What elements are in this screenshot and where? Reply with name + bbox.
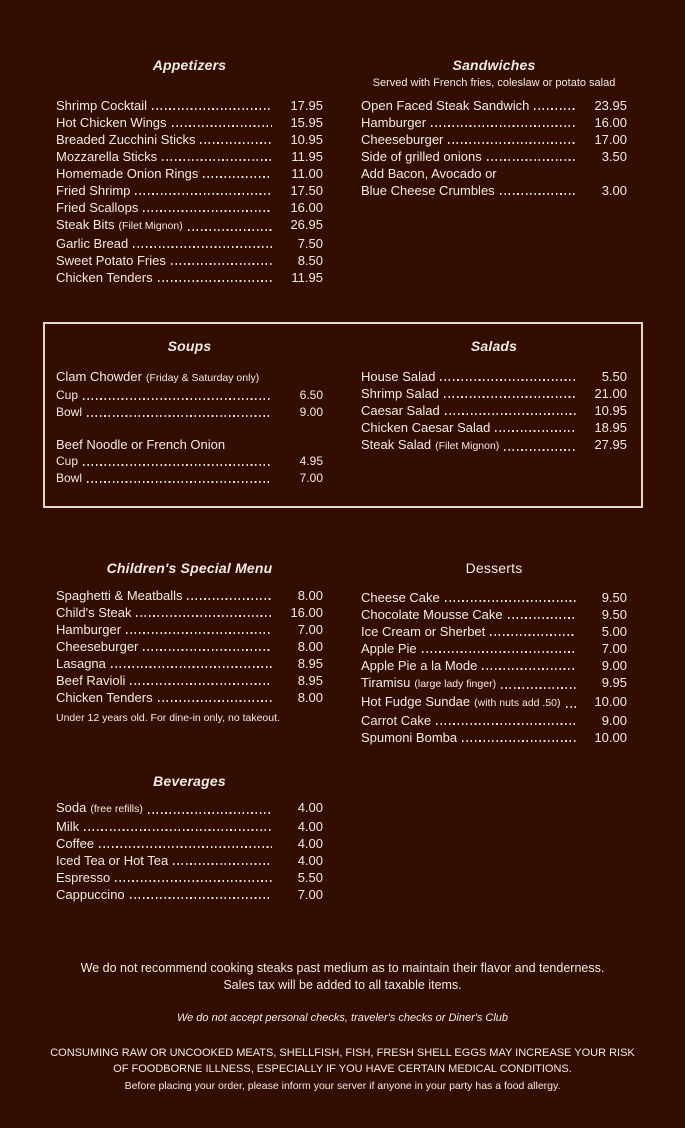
item-name: Breaded Zucchini Sticks xyxy=(56,132,196,147)
menu-item-row xyxy=(56,182,323,199)
item-price: 8.00 xyxy=(297,639,323,654)
dot-leader xyxy=(148,812,272,814)
item-name: Cup xyxy=(56,388,79,402)
dot-leader xyxy=(203,176,272,178)
dot-leader xyxy=(83,398,272,400)
menu-item-row xyxy=(361,674,627,693)
menu-item-row xyxy=(56,165,323,182)
item-name: Chicken Tenders xyxy=(56,270,153,285)
section-desserts xyxy=(361,560,627,746)
menu-item-row xyxy=(56,604,323,621)
item-price: 16.00 xyxy=(594,115,627,130)
item-name: Fried Scallops xyxy=(56,200,139,215)
menu-item-row xyxy=(361,712,627,729)
item-name: Shrimp Cocktail xyxy=(56,98,148,113)
menu-item-row xyxy=(56,886,323,903)
section-title-beverages: Beverages xyxy=(153,773,226,789)
dot-leader xyxy=(162,159,272,161)
menu-item-row xyxy=(56,869,323,886)
item-price: 23.95 xyxy=(594,98,627,113)
item-name: House Salad xyxy=(361,369,436,384)
menu-item-row xyxy=(56,655,323,672)
dot-leader xyxy=(445,413,576,415)
menu-item-row xyxy=(361,623,627,640)
item-name: Hamburger xyxy=(361,115,427,130)
menu-item-row xyxy=(361,589,627,606)
dot-leader xyxy=(84,829,272,831)
dot-leader xyxy=(115,880,272,882)
dot-leader xyxy=(487,159,576,161)
item-name: Cheese Cake xyxy=(361,590,440,605)
group-note: (Friday & Saturday only) xyxy=(145,372,260,384)
item-price: 8.00 xyxy=(297,690,323,705)
dot-leader xyxy=(126,632,272,634)
item-name: Cheeseburger xyxy=(56,639,139,654)
item-price: 9.00 xyxy=(299,405,323,419)
section-salads xyxy=(361,338,627,487)
dot-leader xyxy=(143,649,272,651)
item-price: 4.00 xyxy=(297,853,323,868)
item-name: Apple Pie a la Mode xyxy=(361,658,478,673)
section-children xyxy=(56,560,323,746)
section-sandwiches xyxy=(361,57,627,286)
item-name: Chicken Tenders xyxy=(56,690,153,705)
dot-leader xyxy=(501,687,576,689)
item-price: 3.00 xyxy=(601,183,627,198)
item-price: 5.00 xyxy=(601,624,627,639)
menu-item-row xyxy=(361,419,627,436)
dot-leader xyxy=(133,246,272,248)
dot-leader xyxy=(490,634,576,636)
steak-notice-line1: We do not recommend cooking steaks past medium as to maintain their flavor and tenderness. xyxy=(80,961,605,975)
menu-item-row xyxy=(56,587,323,604)
item-price: 7.00 xyxy=(297,887,323,902)
item-price: 8.50 xyxy=(297,253,323,268)
dot-leader xyxy=(87,481,272,483)
dot-leader xyxy=(111,666,272,668)
item-name: Lasagna xyxy=(56,656,106,671)
item-price: 8.00 xyxy=(297,588,323,603)
middle-sections xyxy=(0,560,685,746)
soup-group-heading xyxy=(56,368,323,387)
item-price: 9.50 xyxy=(601,607,627,622)
item-name: Coffee xyxy=(56,836,95,851)
dot-leader xyxy=(444,396,576,398)
item-price: 8.95 xyxy=(297,673,323,688)
dot-leader xyxy=(566,706,576,708)
menu-item-row xyxy=(361,693,627,712)
item-price: 5.50 xyxy=(297,870,323,885)
item-price: 26.95 xyxy=(290,217,323,232)
dot-leader xyxy=(152,108,272,110)
item-price: 9.95 xyxy=(601,675,627,690)
dot-leader xyxy=(431,125,576,127)
item-name: Chicken Caesar Salad xyxy=(361,420,491,435)
item-name: Bowl xyxy=(56,405,83,419)
item-price: 10.00 xyxy=(594,730,627,745)
sandwiches-subtitle: Served with French fries, coleslaw or potato salad xyxy=(372,77,616,89)
menu-item-row xyxy=(56,252,323,269)
children-footnote: Under 12 years old. For dine-in only, no takeout. xyxy=(56,712,280,724)
children-items xyxy=(56,587,323,706)
dot-leader xyxy=(158,280,272,282)
dot-leader xyxy=(200,142,272,144)
group-name: Beef Noodle or French Onion xyxy=(56,437,226,452)
menu-item-row xyxy=(56,835,323,852)
menu-item-row xyxy=(361,606,627,623)
menu-item-row xyxy=(56,387,323,404)
desserts-items xyxy=(361,589,627,746)
menu-item-row xyxy=(56,199,323,216)
item-price: 4.00 xyxy=(297,800,323,815)
item-price: 10.95 xyxy=(290,132,323,147)
dot-leader xyxy=(462,740,576,742)
item-price: 7.00 xyxy=(601,641,627,656)
dot-leader xyxy=(171,263,272,265)
item-price: 16.00 xyxy=(290,200,323,215)
menu-item-row xyxy=(361,131,627,148)
dot-leader xyxy=(135,193,272,195)
dot-leader xyxy=(508,617,576,619)
allergy-note: Before placing your order, please inform your server if anyone in your party has a food allergy. xyxy=(124,1080,561,1092)
menu-item-row xyxy=(56,97,323,114)
item-name: Blue Cheese Crumbles xyxy=(361,183,495,198)
section-title-desserts: Desserts xyxy=(465,560,523,576)
sandwiches-items xyxy=(361,97,627,199)
item-price: 7.00 xyxy=(299,471,323,485)
item-name: Chocolate Mousse Cake xyxy=(361,607,503,622)
item-name: Shrimp Salad xyxy=(361,386,440,401)
item-note: (large lady finger) xyxy=(414,678,497,690)
item-name: Hot Chicken Wings xyxy=(56,115,167,130)
menu-item-row xyxy=(56,216,323,235)
dot-leader xyxy=(172,125,272,127)
menu-item-row xyxy=(361,640,627,657)
item-price: 9.00 xyxy=(601,713,627,728)
dot-leader xyxy=(504,449,576,451)
health-warning-line2: OF FOODBORNE ILLNESS, ESPECIALLY IF YOU HAVE CERTAIN MEDICAL CONDITIONS. xyxy=(113,1063,572,1075)
menu-item-row xyxy=(56,799,323,818)
item-name: Open Faced Steak Sandwich xyxy=(361,98,530,113)
item-price: 15.95 xyxy=(290,115,323,130)
item-name: Garlic Bread xyxy=(56,236,129,251)
item-price: 4.95 xyxy=(299,454,323,468)
menu-item-row xyxy=(361,148,627,165)
item-price: 17.95 xyxy=(290,98,323,113)
menu-item-row xyxy=(56,689,323,706)
section-title-appetizers: Appetizers xyxy=(152,57,227,73)
menu-item-row xyxy=(361,729,627,746)
soups-salads-box xyxy=(43,322,643,508)
item-name: Fried Shrimp xyxy=(56,183,131,198)
item-price: 4.00 xyxy=(297,836,323,851)
menu-item-row xyxy=(361,368,627,385)
item-note: (Filet Mignon) xyxy=(118,220,183,232)
item-price: 11.00 xyxy=(291,166,323,181)
menu-item-row xyxy=(361,436,627,455)
dot-leader xyxy=(422,651,576,653)
item-name: Spaghetti & Meatballs xyxy=(56,588,183,603)
item-name: Spumoni Bomba xyxy=(361,730,458,745)
item-name: Sweet Potato Fries xyxy=(56,253,166,268)
item-price: 18.95 xyxy=(594,420,627,435)
section-title-salads: Salads xyxy=(470,338,518,354)
item-price: 17.00 xyxy=(594,132,627,147)
menu-item-row xyxy=(56,148,323,165)
dot-leader xyxy=(440,379,576,381)
menu-item-row xyxy=(361,385,627,402)
item-name: Espresso xyxy=(56,870,111,885)
footer xyxy=(0,960,685,1095)
dot-leader xyxy=(436,723,576,725)
dot-leader xyxy=(445,600,576,602)
dot-leader xyxy=(482,668,576,670)
item-name: Steak Bits xyxy=(56,217,115,232)
item-price: 11.95 xyxy=(291,270,323,285)
dot-leader xyxy=(130,683,272,685)
section-title-soups: Soups xyxy=(167,338,212,354)
section-beverages xyxy=(56,773,323,903)
beverages-items xyxy=(56,799,323,903)
item-price: 10.95 xyxy=(594,403,627,418)
menu-item-row xyxy=(56,470,323,487)
dot-leader xyxy=(130,897,272,899)
item-name: Beef Ravioli xyxy=(56,673,126,688)
item-name: Child's Steak xyxy=(56,605,132,620)
checks-policy-note: We do not accept personal checks, traveler's checks or Diner's Club xyxy=(176,1012,509,1024)
item-price: 3.50 xyxy=(601,149,627,164)
dot-leader xyxy=(495,430,576,432)
item-name: Apple Pie xyxy=(361,641,417,656)
item-name: Cheeseburger xyxy=(361,132,444,147)
item-price: 10.00 xyxy=(594,694,627,709)
dot-leader xyxy=(188,229,272,231)
menu-item-row xyxy=(56,114,323,131)
item-price: 6.50 xyxy=(299,388,323,402)
item-name: Caesar Salad xyxy=(361,403,440,418)
dot-leader xyxy=(83,464,272,466)
item-price: 4.00 xyxy=(297,819,323,834)
dot-leader xyxy=(173,863,272,865)
item-price: 9.00 xyxy=(601,658,627,673)
dot-leader xyxy=(158,700,272,702)
item-price: 27.95 xyxy=(594,437,627,452)
menu-item-row xyxy=(361,402,627,419)
section-title-sandwiches: Sandwiches xyxy=(452,57,536,73)
salads-items xyxy=(361,368,627,455)
item-price: 11.95 xyxy=(291,149,323,164)
group-name: Clam Chowder xyxy=(56,369,142,384)
menu-item-row xyxy=(56,269,323,286)
sales-tax-notice: Sales tax will be added to all taxable items. xyxy=(223,978,462,992)
item-name: Iced Tea or Hot Tea xyxy=(56,853,169,868)
menu-item-row xyxy=(56,404,323,421)
top-sections xyxy=(0,57,685,286)
item-price: 9.50 xyxy=(601,590,627,605)
item-note: (free refills) xyxy=(90,803,143,815)
item-name: Cappuccino xyxy=(56,887,125,902)
appetizers-items xyxy=(56,97,323,286)
item-name: Cup xyxy=(56,454,79,468)
menu-item-row xyxy=(361,165,627,182)
item-price: 7.50 xyxy=(297,236,323,251)
soup-group-heading xyxy=(56,436,323,453)
section-soups xyxy=(56,338,323,487)
dot-leader xyxy=(136,615,272,617)
item-price: 17.50 xyxy=(290,183,323,198)
item-price: 16.00 xyxy=(290,605,323,620)
dot-leader xyxy=(448,142,576,144)
item-name: Tiramisu xyxy=(361,675,411,690)
item-name: Carrot Cake xyxy=(361,713,432,728)
menu-item-row xyxy=(56,818,323,835)
item-name: Hot Fudge Sundae xyxy=(361,694,471,709)
dot-leader xyxy=(500,193,576,195)
item-name: Bowl xyxy=(56,471,83,485)
item-name: Add Bacon, Avocado or xyxy=(361,166,497,181)
section-title-children: Children's Special Menu xyxy=(106,560,273,576)
menu-item-row xyxy=(361,97,627,114)
item-price: 7.00 xyxy=(297,622,323,637)
menu-item-row xyxy=(361,657,627,674)
item-name: Hamburger xyxy=(56,622,122,637)
menu-item-row xyxy=(361,114,627,131)
health-warning-line1: CONSUMING RAW OR UNCOOKED MEATS, SHELLFISH, FISH, FRESH SHELL EGGS MAY INCREASE YOUR RISK xyxy=(50,1047,635,1059)
menu-item-row xyxy=(56,621,323,638)
item-name: Side of grilled onions xyxy=(361,149,482,164)
dot-leader xyxy=(534,108,576,110)
item-name: Homemade Onion Rings xyxy=(56,166,199,181)
item-name: Mozzarella Sticks xyxy=(56,149,158,164)
menu-item-row xyxy=(56,131,323,148)
item-note: (with nuts add .50) xyxy=(474,697,561,709)
menu-item-row xyxy=(56,453,323,470)
menu-item-row xyxy=(56,852,323,869)
dot-leader xyxy=(143,210,272,212)
dot-leader xyxy=(87,415,272,417)
menu-item-row xyxy=(56,638,323,655)
item-price: 21.00 xyxy=(594,386,627,401)
dot-leader xyxy=(187,598,272,600)
item-price: 8.95 xyxy=(297,656,323,671)
item-name: Steak Salad xyxy=(361,437,432,452)
section-appetizers xyxy=(56,57,323,286)
dot-leader xyxy=(99,846,272,848)
item-name: Ice Cream or Sherbet xyxy=(361,624,486,639)
item-name: Milk xyxy=(56,819,80,834)
item-price: 5.50 xyxy=(601,369,627,384)
menu-item-row xyxy=(56,235,323,252)
item-name: Soda xyxy=(56,800,87,815)
item-note: (Filet Mignon) xyxy=(435,440,500,452)
menu-item-row xyxy=(56,672,323,689)
menu-item-row xyxy=(361,182,627,199)
